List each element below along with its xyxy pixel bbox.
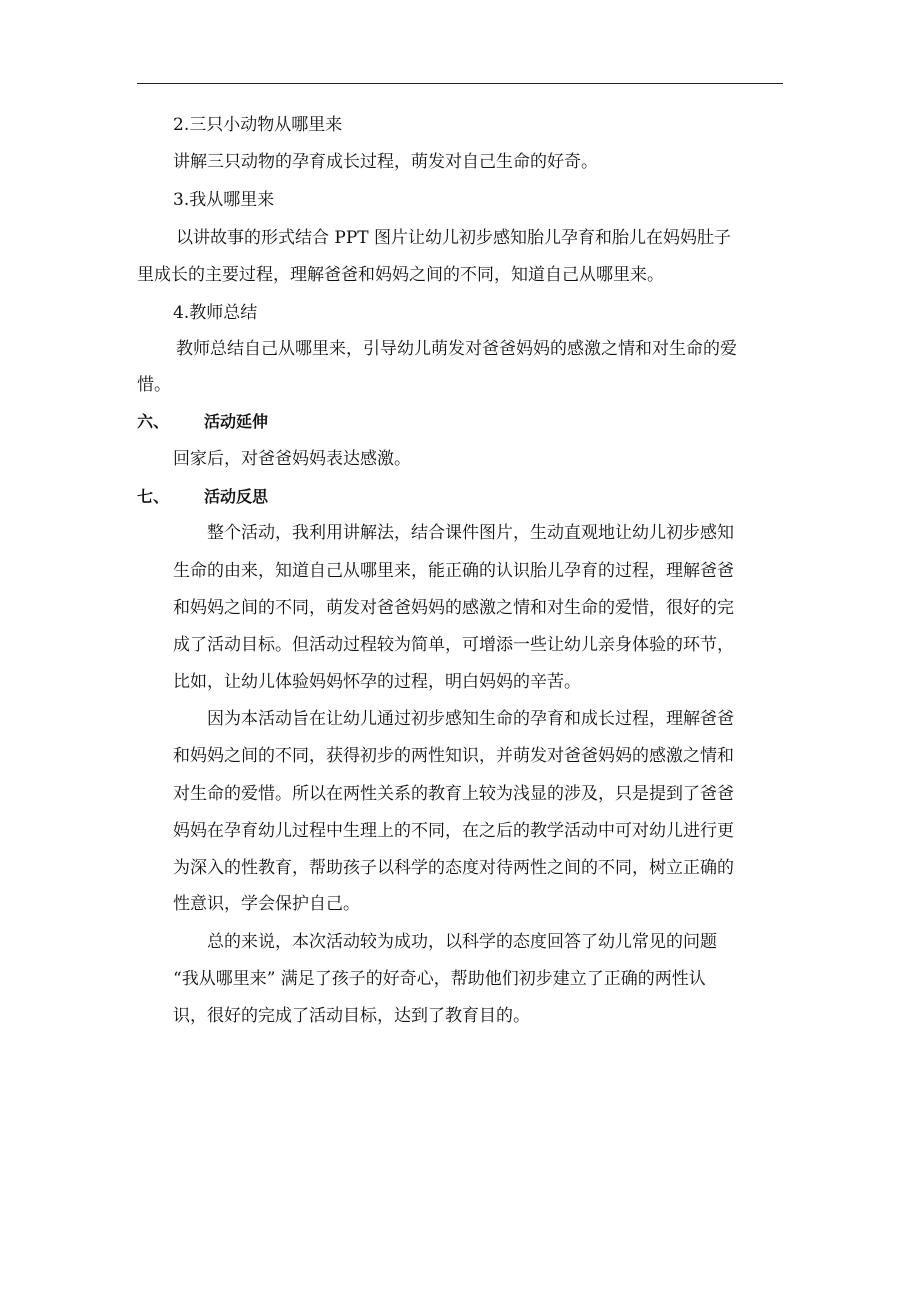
reflection-p2-line-5: 为深入的性教育，帮助孩子以科学的态度对待两性之间的不同，树立正确的 <box>173 858 734 878</box>
item-body-3-line-2: 里成长的主要过程，理解爸爸和妈妈之间的不同，知道自己从哪里来。 <box>137 265 664 285</box>
item-body-4-line-1: 教师总结自己从哪里来，引导幼儿萌发对爸爸妈妈的感激之情和对生命的爱 <box>176 339 737 359</box>
reflection-p1-line-1: 整个活动，我利用讲解法，结合课件图片，生动直观地让幼儿初步感知 <box>207 523 734 543</box>
item-heading-3: 3.我从哪里来 <box>173 190 275 210</box>
reflection-p1-line-4: 成了活动目标。但活动过程较为简单，可增添一些让幼儿亲身体验的环节， <box>173 635 734 655</box>
reflection-p3-line-3: 识，很好的完成了活动目标，达到了教育目的。 <box>173 1006 530 1026</box>
section-6-body: 回家后，对爸爸妈妈表达感激。 <box>173 449 411 469</box>
reflection-p2-line-4: 妈妈在孕育幼儿过程中生理上的不同，在之后的教学活动中可对幼儿进行更 <box>173 821 734 841</box>
section-7-number: 七、 <box>137 487 170 506</box>
item-body-4-line-2: 惜。 <box>137 375 171 395</box>
item-heading-4: 4.教师总结 <box>173 303 258 323</box>
section-6-number: 六、 <box>137 412 170 431</box>
reflection-p1-line-5: 比如，让幼儿体验妈妈怀孕的过程，明白妈妈的辛苦。 <box>173 672 581 692</box>
reflection-p1-line-2: 生命的由来，知道自己从哪里来，能正确的认识胎儿孕育的过程，理解爸爸 <box>173 561 734 581</box>
reflection-p3-line-2: “我从哪里来” 满足了孩子的好奇心，帮助他们初步建立了正确的两性认 <box>173 969 706 989</box>
item-heading-2: 2.三只小动物从哪里来 <box>173 115 343 135</box>
section-6-title: 活动延伸 <box>204 412 269 431</box>
reflection-p2-line-6: 性意识，学会保护自己。 <box>173 894 360 914</box>
reflection-p2-line-3: 对生命的爱惜。所以在两性关系的教育上较为浅显的涉及，只是提到了爸爸 <box>173 784 734 804</box>
reflection-p1-line-3: 和妈妈之间的不同，萌发对爸爸妈妈的感激之情和对生命的爱惜，很好的完 <box>173 598 734 618</box>
header-rule <box>137 83 783 84</box>
reflection-p3-line-1: 总的来说，本次活动较为成功，以科学的态度回答了幼儿常见的问题 <box>207 932 717 952</box>
section-7-title: 活动反思 <box>204 487 269 506</box>
reflection-p2-line-2: 和妈妈之间的不同，获得初步的两性知识，并萌发对爸爸妈妈的感激之情和 <box>173 746 734 766</box>
reflection-p2-line-1: 因为本活动旨在让幼儿通过初步感知生命的孕育和成长过程，理解爸爸 <box>207 709 734 729</box>
item-body-3-line-1: 以讲故事的形式结合 PPT 图片让幼儿初步感知胎儿孕育和胎儿在妈妈肚子 <box>176 228 732 248</box>
item-body-2: 讲解三只动物的孕育成长过程，萌发对自己生命的好奇。 <box>173 152 598 172</box>
